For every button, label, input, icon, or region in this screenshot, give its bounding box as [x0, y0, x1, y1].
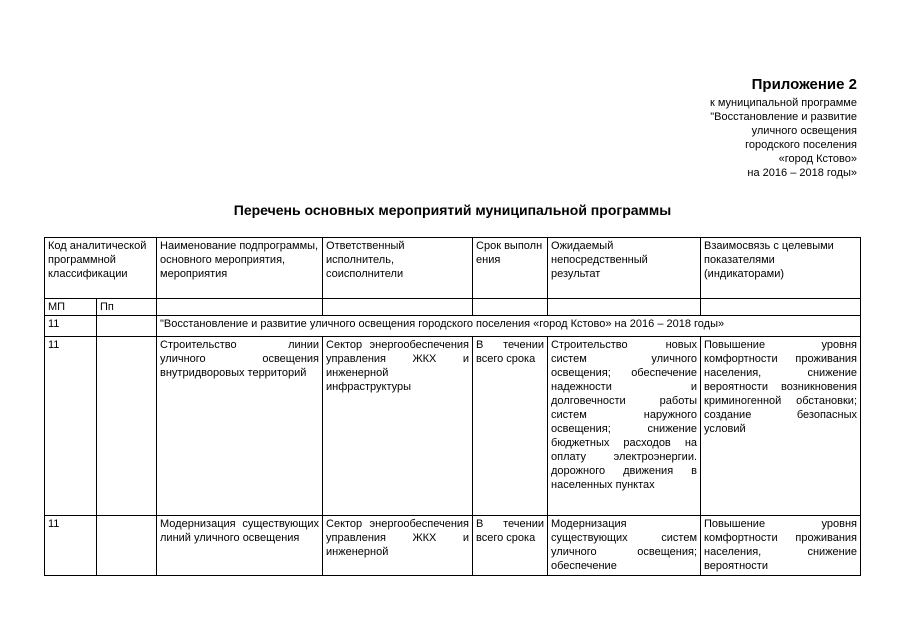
row-relation	[701, 516, 861, 576]
row-mp-text: 11	[48, 518, 60, 530]
row-result	[548, 516, 701, 576]
row-name-text: Модернизация существующих линий уличного освещения	[160, 518, 320, 544]
table-header-row	[45, 238, 861, 299]
table-subheader-row	[45, 299, 861, 316]
row-name	[157, 516, 323, 576]
row-result-text: Модернизация существующих систем уличного освещения; обеспечение	[551, 518, 698, 572]
appendix-title: Приложение 2	[751, 76, 857, 93]
row-term: В течении всего срока	[473, 337, 548, 516]
empty-cell	[701, 299, 861, 316]
header-result: Ожидаемый непосредственный результат	[548, 238, 701, 299]
row-term-text: В течении всего срока	[476, 518, 545, 544]
appendix-line: «город Кстово»	[778, 153, 857, 165]
header-responsible: Ответственный исполнитель, соисполнители	[323, 238, 473, 299]
row-result: Строительство новых систем уличного освещения; обеспечение надежности и долговечности работы систем наружного освещения; снижение бюджетных расходов на оплату электроэнергии. дорожного движения в населенных пунктах	[548, 337, 701, 516]
program-title: "Восстановление и развитие уличного освещения городского поселения «город Кстово» на 2016 – 2018 годы»	[157, 316, 861, 337]
appendix-line: "Восстановление и развитие	[710, 111, 857, 123]
header-code: Код аналитической программной классификации	[45, 238, 157, 299]
empty-cell	[323, 299, 473, 316]
header-name: Наименование подпрограммы, основного мероприятия, мероприятия	[157, 238, 323, 299]
program-row	[45, 316, 861, 337]
empty-cell	[473, 299, 548, 316]
row-relation-text: Повышение уровня комфортности проживания населения, снижение вероятности	[704, 518, 858, 572]
row-pp-text	[100, 517, 153, 573]
appendix-line: городского поселения	[745, 139, 857, 151]
table-row	[45, 337, 861, 516]
row-responsible	[323, 516, 473, 576]
row-responsible-text: Сектор энергообеспечения управления ЖКХ и инженерной	[326, 518, 470, 558]
appendix-line: на 2016 – 2018 годы»	[747, 167, 857, 179]
document-heading: Перечень основных мероприятий муниципальной программы	[233, 202, 672, 218]
row-mp: 11	[45, 337, 97, 516]
program-mp: 11	[45, 316, 97, 337]
table-row	[45, 516, 861, 576]
row-pp	[97, 516, 157, 576]
row-mp	[45, 516, 97, 576]
row-relation: Повышение уровня комфортности проживания населения, снижение вероятности возникновения криминогенной обстановки; создание безопасных условий	[701, 337, 861, 516]
appendix-block	[710, 76, 857, 180]
empty-cell	[97, 316, 157, 337]
empty-cell	[548, 299, 701, 316]
row-name: Строительство линии уличного освещения внутридворовых территорий	[157, 337, 323, 516]
appendix-line: уличного освещения	[751, 125, 857, 137]
header-term: Срок выполнения	[473, 238, 548, 299]
header-relation: Взаимосвязь с целевыми показателями (индикаторами)	[701, 238, 861, 299]
subheader-mp: МП	[45, 299, 97, 316]
row-pp	[97, 337, 157, 516]
empty-cell	[157, 299, 323, 316]
activities-table	[44, 237, 861, 576]
subheader-pp: Пп	[97, 299, 157, 316]
row-responsible: Сектор энергообеспечения управления ЖКХ и инженерной инфраструктуры	[323, 337, 473, 516]
appendix-line: к муниципальной программе	[709, 97, 857, 109]
row-term	[473, 516, 548, 576]
